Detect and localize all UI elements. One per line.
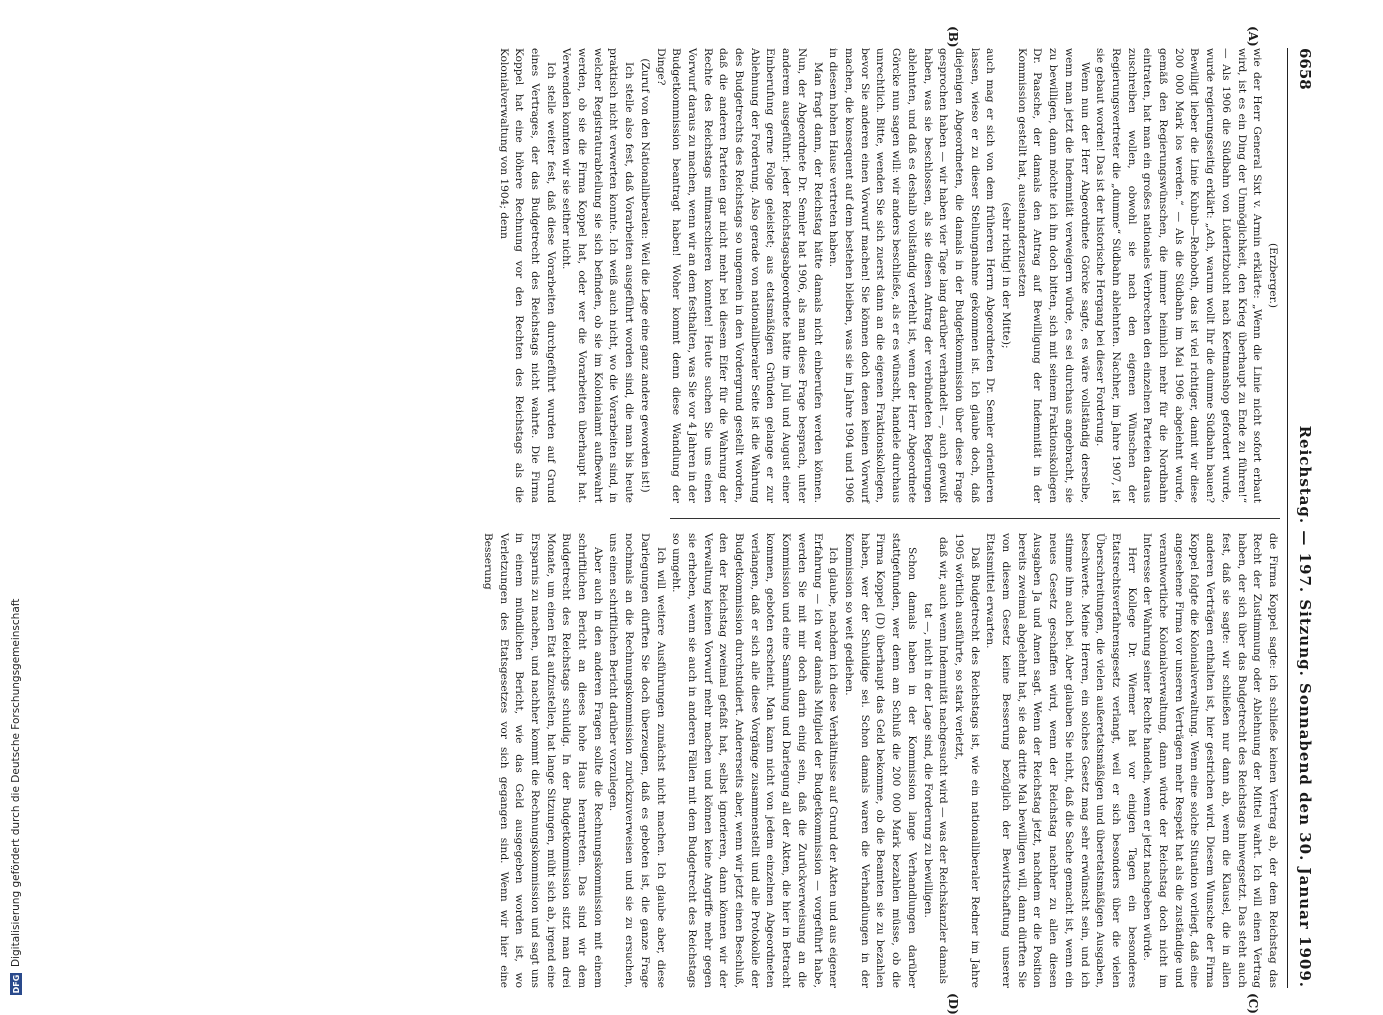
paragraph: Ich stelle weiter fest, daß diese Vorarbeiten durchgeführt wurden auf Grund eines Vertrages, der das Budgetrecht des Reichstags nicht wahrte. Die Firma Koppel hat eine höhere Rechnung vor den Rechten des Reichstags als die Kolonialverwaltung von 1904; denn	[497, 48, 557, 503]
left-column	[497, 48, 1280, 503]
paragraph: die Firma Koppel sagte: ich schließe keinen Vertrag ab, der dem Reichstag das Recht der Zustimmung oder Ablehnung der Mittel wahrt. Ich will einen Vertrag haben, der sich über das Budgetrecht des Reichstags hinwegsetzt. Das steht auch fest, daß sie sagte: wir schließen nur dann ab, wenn die Klausel, die in allen anderen Verträgen enthalten ist, hier gestrichen wird. Diesem Wunsche der Firma Koppel folgte die Kolonialverwaltung. Wenn eine solche Situation vorliegt, daß eine angesehene Firma vor unseren Verträgen mehr Respekt hat als die zuständige und verantwortliche Kolonialverwaltung, dann würde der Reichstag doch nicht im Interesse der Wahrung seiner Rechte handeln, wenn er jetzt nachgeben würde.	[1141, 533, 1279, 988]
paragraph: Herr Kollege Dr. Wiemer hat vor einigen Tagen ein besonderes Etatsrechtsverfahrensgesetz verlangt, weil er sich besonders über die vielen Überschreitungen, die vielen außeretatsmäßigen und überetatsmäßigen Ausgaben, beschwerte. Meine Herren, ein solches Gesetz mag sehr erwünscht sein, und ich stimme ihm auch bei. Aber glauben Sie nicht, daß die Sache gemacht ist, wenn ein neues Gesetz geschaffen wird, wenn der Reichstag nachher zu allen diesen Ausgaben Ja und Amen sagt. Wenn der Reichstag jetzt, nachdem er die Position bereits zweimal abgelehnt hat, sie das dritte Mal bewilligen will, dann dürften Sie von diesem Gesetz keine Besserung bezüglich der Bewirtschaftung unserer Etatsmittel erwarten.	[984, 533, 1138, 988]
rotated-page	[30, 26, 1320, 1015]
page-header	[1290, 48, 1320, 988]
paragraph: Ich glaube, nachdem ich diese Verhältnisse auf Grund der Akten und aus eigener Erfahrung — ich war damals Mitglied der Budgetkommission — vorgeführt habe, werden Sie mit mir doch darin einig sein, daß die Zurückverweisung an die Kommission und eine Sammlung und Darlegung all der Akten, die hier in Betracht kommen, geboten erscheint. Man kann nicht von jedem einzelnen Abgeordneten verlangen, daß er sich alle diese Vorgänge zusammenstellt und alle Protokolle der Budgetkommission durchstudiert. Andererseits aber, wenn wir jetzt einen Beschluß, den der Reichstag zweimal gefaßt hat, selbst ignorieren, dann können wir der Verwaltung keinen Vorwurf mehr machen und können keine Angriffe mehr gegen sie erheben, wenn sie auch in anderen Fällen mit dem Budgetrecht des Reichstags so umgeht.	[670, 533, 840, 988]
interjection: (sehr richtig! in der Mitte);	[1000, 202, 1013, 349]
page-title: Reichstag. — 197. Sitzung. Sonnabend den 30. Januar 1909.	[1296, 425, 1314, 988]
interjection: (Zuruf von den Nationalliberalen: Weil die Lage eine ganz andere geworden ist!)	[638, 58, 651, 493]
paragraph: Aber auch in den anderen Fragen sollte die Rechnungskommission mit einem schriftlichen Bericht an dieses hohe Haus herantreten. Das sind wir dem Budgetrecht des Reichstags schuldig. In der Budgetkommission sitzt man drei Monate, um einen Etat aufzustellen, hat lange Sitzungen, müht sich ab, irgend eine Ersparnis zu machen, und nachher kommt die Rechnungskommission und sagt uns in einem mündlichen Bericht, wie das Geld ausgegeben worden ist, wo Verletzungen des Etatsgesetzes vor sich gegangen sind. Wenn wir hier eine Besserung	[481, 533, 604, 988]
paragraph: Ich stelle also fest, daß Vorarbeiten ausgeführt worden sind, die man bis heute praktisch nicht verwerten konnte. Ich weiß auch nicht, wo die Vorarbeiten sind, in welcher Registraturabteilung sie sich befinden, ob sie im Kolonialamt aufbewahrt werden, ob sie die Firma Koppel hat, oder wer die Vorarbeiten überhaupt hat. Verwenden konnten wir sie seither nicht.	[560, 48, 636, 503]
column-divider	[670, 518, 1280, 519]
paragraph: Daß Budgetrecht des Reichstags ist, wie ein nationalliberaler Redner im Jahre 1905 wörtlich ausführte, so stark verletzt,	[952, 533, 981, 988]
paragraph: Man fragt dann, der Reichstag hätte damals nicht einberufen werden können. Nun, der Abgeordnete Dr. Semler hat 1906, als man diese Frage besprach, unter anderem ausgeführt: jeder Reichstagsabgeordnete hätte im Juli und August einer Einberufung gerne Folge geleistet; aus etatsmäßigen Gründen gelange er zur Ablehnung der Forderung. Also gerade von nationalliberaler Seite ist die Wahrung des Budgetrechts des Reichstags so ungemein in den Vordergrund gestellt worden, daß die anderen Parteien gar nicht mehr bei diesem Eifer für die Wahrung der Rechte des Reichstags mitmarschieren konnten! Heute suchen Sie uns einen Vorwurf daraus zu machen, wenn wir an dem festhalten, was Sie vor 4 Jahren in der Budgetkommission beantragt haben! Woher kommt denn diese Wandlung der Dinge?	[654, 48, 824, 503]
paragraph: Schon damals haben in der Kommission lange Verhandlungen darüber stattgefunden, wer denn am Schluß die 200 000 Mark bezahlen müsse, ob die Firma Koppel (D) überhaupt das Geld bekomme, ob die Beamten sie zu bezahlen haben, wer der Schuldige sei. Schon damals waren die Verhandlungen in der Kommission so weit gediehen.	[843, 533, 918, 988]
paragraph: Ich will weitere Ausführungen zunächst nicht machen. Ich glaube aber, diese Darlegungen dürften Sie doch überzeugen, daß es geboten ist, die ganze Frage nochmals an die Rechnungskommission zurückzuverweisen und sie zu ersuchen, uns einen schriftlichen Bericht darüber vorzulegen.	[607, 533, 667, 988]
paragraph: auch mag er sich von dem früheren Herrn Abgeordneten Dr. Semler orientieren lassen, wieso er zu dieser Stellungnahme gekommen ist. Ich glaube doch, daß diejenigen Abgeordneten, die damals in der Budgetkommission über diese Frage gesprochen haben — wir haben vier Tage lang darüber verhandelt —, auch gewußt haben, was sie beschlossen, als sie diesen Antrag der verbündeten Regierungen ablehnten, und daß es deshalb vollständig verfehlt ist, wenn der Herr Abgeordnete Görcke nun sagen will: wir anders beschließe, als er es wünscht, handele durchaus unrechtlich. Bitte, wenden Sie sich zuerst dann an die eigenen Fraktionskollegen, bevor Sie anderen einen Vorwurf machen! Sie können doch denen keinen Vorwurf machen, die konsequent auf dem bestehen bleiben, was sie im Jahre 1904 und 1906 in diesem hohen Hause vertreten haben.	[827, 48, 997, 503]
dfg-credit	[10, 599, 22, 995]
paragraph: Wenn nun der Herr Abgeordnete Görcke sagte, es wäre vollständig derselbe, wenn man jetzt die Indemnität verweigern würde, es sei durchaus angebracht, sie zu bewilligen, dann möchte ich ihn doch bitten, sich mit seinem Fraktionskollegen Dr. Paasche, der damals den Antrag auf Bewilligung der Indemnität in der Kommission gestellt hat, auseinanderzusetzen	[1015, 48, 1091, 503]
dfg-logo: DFG	[11, 974, 21, 994]
right-column	[481, 533, 1280, 988]
page-number: 6658	[1296, 48, 1314, 90]
credit-text: Digitalisierung gefördert durch die Deutsche Forschungsgemeinschaft	[10, 598, 22, 967]
header-rule	[1287, 48, 1288, 988]
quote: daß wir, auch wenn Indemnität nachgesucht wird — was der Reichskanzler damals tat —, nicht in der Lage sind, die Forderung zu bewilligen.	[921, 537, 950, 984]
marker-d: (D)	[946, 993, 960, 1015]
speaker-label: (Erzberger.)	[1267, 242, 1279, 309]
marker-a: (A)	[1246, 26, 1260, 47]
paragraph: wie der Herr General Sixt v. Armin erklärte: „Wenn die Linie nicht sofort erbaut wird, ist es ein Ding der Unmöglichkeit, den Krieg überhaupt zu Ende zu führen!“ — Als 1906 die Südbahn von Lüderitzbucht nach Keetmanshop gefordert wurde, wurde regierungsseitig erklärt: „Ach, warum wollt Ihr die dumme Südbahn bauen? Bewilligt lieber die Linie Kubub—Rehoboth, das ist viel richtiger, damit wir diese 200 000 Mark los werden.“ — Als die Südbahn im Mai 1906 abgelehnt wurde, gemäß den Regierungswünschen, die immer heimlich mehr für die Nordbahn eintraten, hat man ein großes nationales Verbrechen den einzelnen Parteien daraus zuschreiben wollen, obwohl sie nach den eigenen Wünschen der Regierungsvertreter die „dumme“ Südbahn ablehnten. Nachher, im Jahre 1907, ist sie gebaut worden! Das ist der historische Hergang bei dieser Forderung.	[1094, 48, 1264, 503]
marker-b: (B)	[946, 26, 960, 48]
marker-c: (C)	[1246, 993, 1260, 1014]
